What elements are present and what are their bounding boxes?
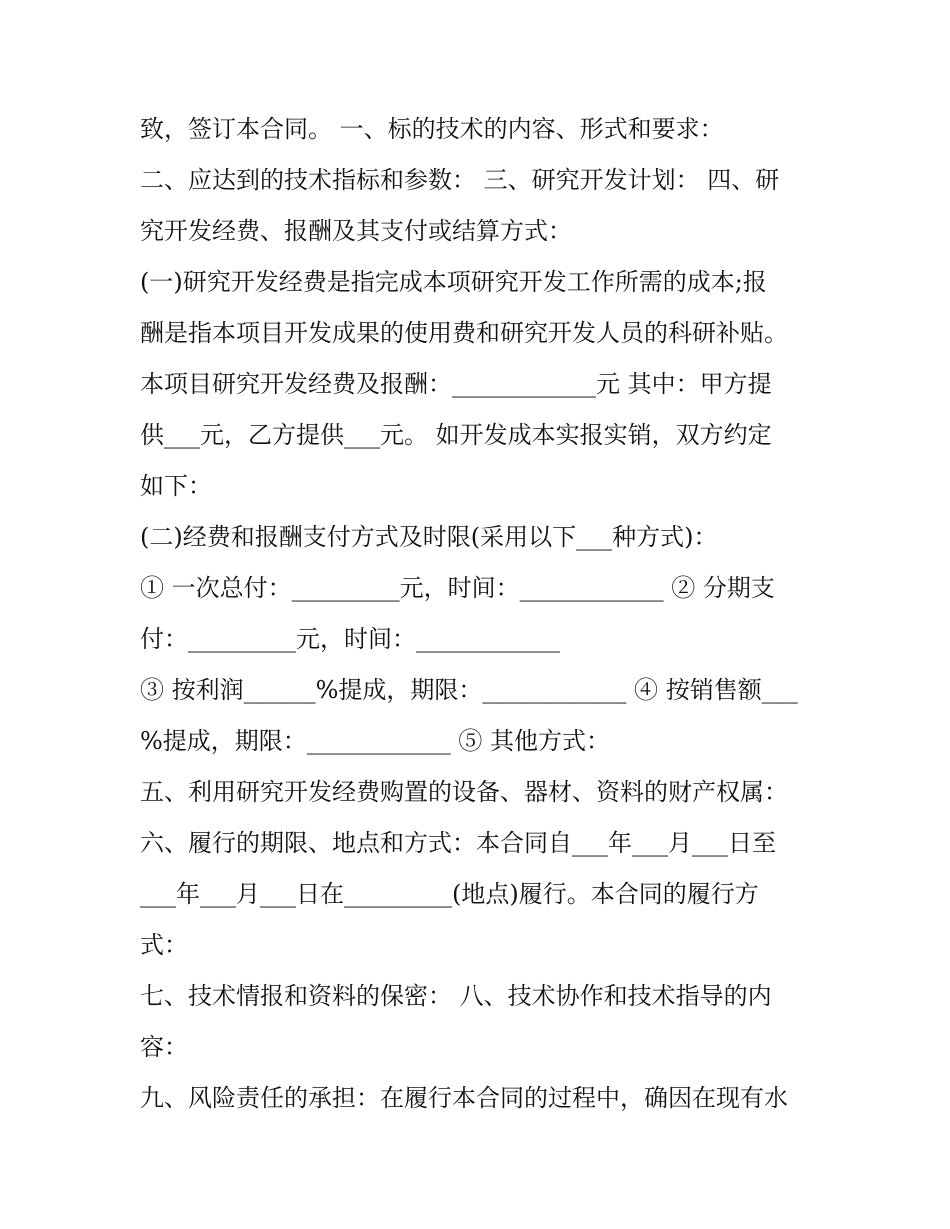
text-line-3: 究开发经费、报酬及其支付或结算方式： bbox=[140, 217, 572, 245]
text-line-6: 本项目研究开发经费及报酬：____________元 其中：甲方提 bbox=[140, 370, 772, 398]
text-line-4: (一)研究开发经费是指完成本项研究开发工作所需的成本;报 bbox=[140, 268, 767, 296]
contract-body-text bbox=[140, 104, 820, 1124]
text-line-8: 如下： bbox=[140, 472, 212, 500]
text-line-14: 五、利用研究开发经费购置的设备、器材、资料的财产权属： bbox=[140, 778, 788, 806]
text-line-2: 二、应达到的技术指标和参数： 三、研究开发计划： 四、研 bbox=[140, 166, 780, 194]
text-line-17: 式： bbox=[140, 931, 188, 959]
text-line-15: 六、履行的期限、地点和方式：本合同自___年___月___日至 bbox=[140, 829, 776, 857]
text-line-7: 供___元，乙方提供___元。 如开发成本实报实销，双方约定 bbox=[140, 421, 772, 449]
text-line-16: ___年___月___日在_________(地点)履行。本合同的履行方 bbox=[140, 880, 759, 908]
text-line-12: ③ 按利润______%提成，期限：____________ ④ 按销售额___ bbox=[140, 676, 798, 704]
text-line-18: 七、技术情报和资料的保密： 八、技术协作和技术指导的内 bbox=[140, 982, 772, 1010]
text-line-1: 致，签订本合同。 一、标的技术的内容、形式和要求： bbox=[140, 115, 724, 143]
text-line-20: 九、风险责任的承担：在履行本合同的过程中，确因在现有水 bbox=[140, 1084, 788, 1112]
text-line-19: 容： bbox=[140, 1033, 188, 1061]
text-line-9: (二)经费和报酬支付方式及时限(采用以下___种方式)： bbox=[140, 523, 718, 551]
text-line-11: 付：_________元，时间：____________ bbox=[140, 625, 560, 653]
text-line-5: 酬是指本项目开发成果的使用费和研究开发人员的科研补贴。 bbox=[140, 319, 788, 347]
text-line-10: ① 一次总付：_________元，时间：____________ ② 分期支 bbox=[140, 574, 775, 602]
text-line-13: %提成，期限：____________ ⑤ 其他方式： bbox=[140, 727, 611, 755]
